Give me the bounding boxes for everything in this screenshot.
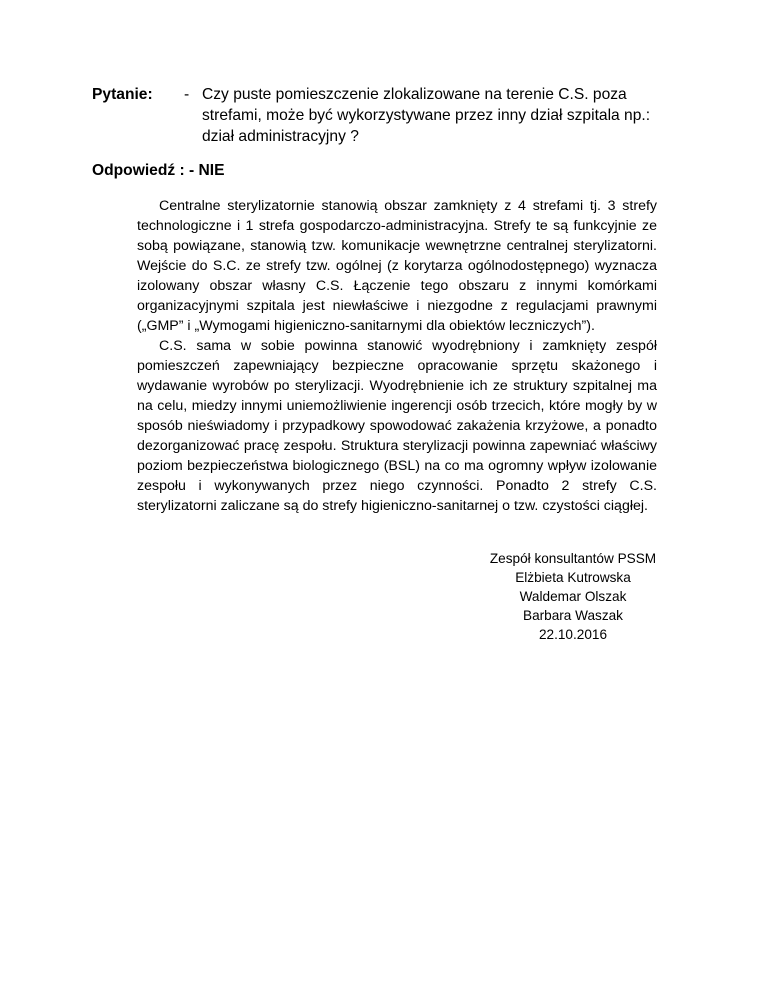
body-paragraph: Centralne sterylizatornie stanowią obszar zamknięty z 4 strefami tj. 3 strefy technologiczne i 1 strefa gospodarczo-administracyjna. Strefy te są funkcyjnie ze sobą powiązane, stanowią tzw. komunikacje wewnętrzne centralnej sterylizatorni. Wejście do S.C. ze strefy tzw. ogólnej (z korytarza ogólnodostępnego) wyznacza izolowany obszar własny C.S. Łączenie tego obszaru z innymi komórkami organizacyjnymi szpitala jest niewłaściwe i niezgodne z regulacjami prawnymi („GMP” i „Wymogami higieniczno-sanitarnymi dla obiektów leczniczych”). [137,198,657,334]
question-dash: - [184,86,190,103]
answer-heading: Odpowiedź : - NIE [92,162,225,179]
body-paragraph: C.S. sama w sobie powinna stanowić wyodrębniony i zamknięty zespół pomieszczeń zapewniający bezpieczne opracowanie sprzętu skażonego i wydawanie wyrobów po sterylizacji. Wyodrębnienie ich ze struktury szpitalnej ma na celu, miedzy innymi uniemożliwienie ingerencji osób trzecich, które mogły by w sposób nieświadomy i przypadkowy spowodować zakażenia krzyżowe, a ponadto dezorganizować pracę zespołu. Struktura sterylizacji powinna zapewniać właściwy poziom bezpieczeństwa biologicznego (BSL) na co ma ogromny wpływ izolowanie zespołu i wykonywanych przez niego czynności. Ponadto 2 strefy C.S. sterylizatorni zaliczane są do strefy higieniczno-sanitarnej o tzw. czystości ciągłej. [137,338,657,514]
signature-member: Waldemar Olszak [519,589,627,604]
signature-date: 22.10.2016 [538,627,608,642]
signature-member: Elżbieta Kutrowska [515,570,631,585]
signature-team: Zespół konsultantów PSSM [489,551,657,566]
question-label: Pytanie: [92,86,153,103]
signature-member: Barbara Waszak [523,608,623,623]
signature-block [468,549,678,644]
question-text: Czy puste pomieszczenie zlokalizowane na terenie C.S. poza strefami, może być wykorzystywane przez inny dział szpitala np.: dział administracyjny ? [202,86,651,145]
answer-body [137,196,657,516]
question-block [92,84,682,147]
